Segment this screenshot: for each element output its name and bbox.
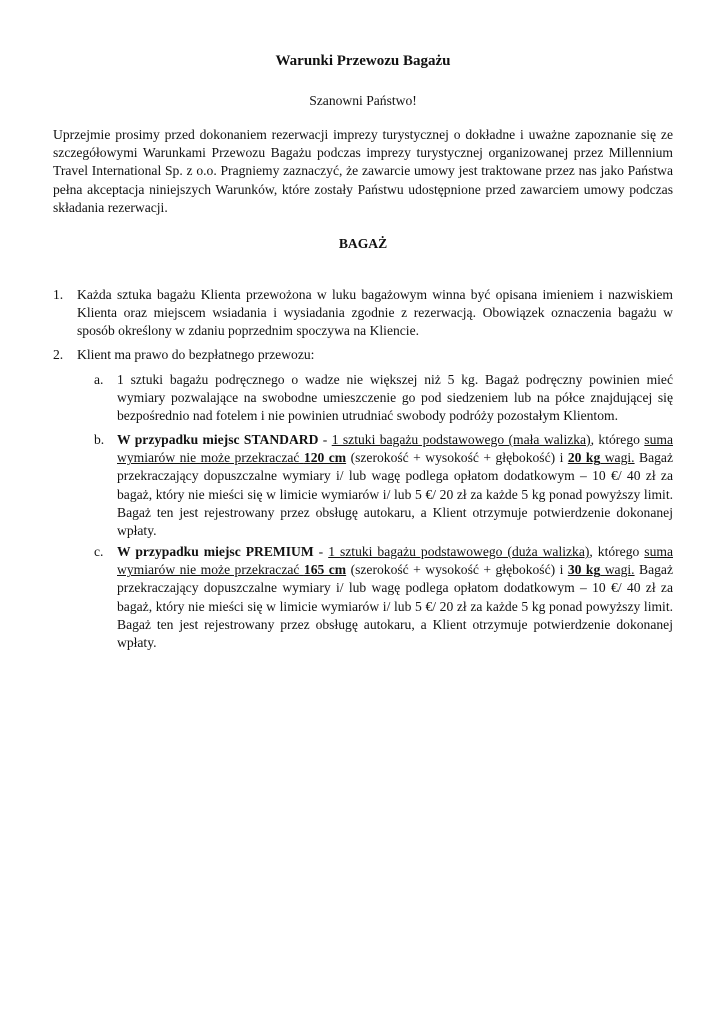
sub-marker: b. (94, 432, 105, 447)
weight-limit-text (568, 562, 635, 577)
text-segment: wagi. (600, 562, 635, 578)
standard-baggage-piece: 1 sztuki bagażu podstawowego (mała walizka) (331, 432, 591, 447)
sub-item-text (117, 543, 673, 652)
sub-item-a (94, 371, 673, 426)
sub-item-b (94, 431, 673, 540)
sub-marker: c. (94, 544, 104, 559)
premium-baggage-piece: 1 sztuki bagażu podstawowego (duża walizka) (328, 544, 590, 559)
dash: - (318, 432, 332, 447)
dimension-value: 165 cm (303, 562, 347, 578)
list-item-text: Klient ma prawo do bezpłatnego przewozu: (77, 347, 315, 362)
text-segment: Bagaż przekraczający dopuszczalne wymiary i/ lub wagę podlega opłatom dodatkowym – 10 €/ 40 zł za bagaż, który nie mieści się w limicie wymiarów i/ lub 5 €/ 20 zł za każde 5 kg ponad powyższy limit. Bagaż ten jest rejestrowany przez obsługę autokaru, a Klient otrzymuje potwierdzenie dokonanej wpłaty. (117, 562, 673, 651)
list-item-1 (53, 286, 673, 341)
dimension-value: 120 cm (303, 450, 347, 466)
list-marker: 1. (53, 287, 64, 302)
sub-item-text: 1 sztuki bagażu podręcznego o wadze nie większej niż 5 kg. Bagaż podręczny powinien mieć wymiary pozwalające na swobodne umieszczenie go pod siedzeniem lub na półce znajdującej się bezpośrednio nad fotelem i nie powinien utrudniać swobody podróży pozostałym Klientom. (117, 372, 673, 424)
dash: - (313, 544, 329, 559)
text-segment: suma wymiarów nie może przekraczać (117, 544, 673, 578)
sub-item-text (117, 431, 673, 540)
weight-value: 30 kg (567, 562, 601, 578)
page-title: Warunki Przewozu Bagażu (275, 53, 451, 69)
text-segment: , którego (589, 544, 645, 559)
text-segment: Bagaż przekraczający dopuszczalne wymiary i/ lub wagę podlega opłatom dodatkowym – 10 €/ 40 zł za bagaż, który nie mieści się w limicie wymiarów i/ lub 5 €/ 20 zł za każde 5 kg ponad powyższy limit. Bagaż ten jest rejestrowany przez obsługę autokaru, a Klient otrzymuje potwierdzenie dokonanej wpłaty. (117, 450, 673, 539)
text-segment: suma wymiarów nie może przekraczać (117, 432, 673, 466)
weight-limit-text (568, 450, 635, 465)
weight-value: 20 kg (567, 450, 601, 466)
text-segment: (szerokość + wysokość + głębokość) i (346, 450, 568, 466)
sub-marker: a. (94, 372, 104, 387)
sub-item-c (94, 543, 673, 652)
greeting: Szanowni Państwo! (309, 93, 417, 108)
seat-class-premium: W przypadku miejsc PREMIUM (117, 544, 314, 559)
section-heading-baggage: BAGAŻ (338, 236, 388, 251)
seat-class-standard: W przypadku miejsc STANDARD (117, 432, 319, 447)
text-segment: , którego (590, 432, 645, 447)
text-segment: wagi. (600, 450, 635, 466)
list-item-text: Każda sztuka bagażu Klienta przewożona w luku bagażowym winna być opisana imieniem i nazwiskiem Klienta oraz miejscem wsiadania i wysiadania zgodnie z rezerwacją. Obowiązek oznaczenia bagażu w sposób określony w zdaniu poprzednim spoczywa na Kliencie. (77, 287, 673, 339)
list-marker: 2. (53, 347, 64, 362)
intro-paragraph: Uprzejmie prosimy przed dokonaniem rezerwacji imprezy turystycznej o dokładne i uważne zapoznanie się ze szczegółowymi Warunkami Przewozu Bagażu podczas imprezy turystycznej organizowanej przez Millennium Travel International Sp. z o.o. Pragniemy zaznaczyć, że zawarcie umowy jest traktowane przez nas jako Państwa pełna akceptacja niniejszych Warunków, które zostały Państwu udostępnione przed zawarciem umowy podczas składania rezerwacji. (53, 127, 673, 215)
text-segment: (szerokość + wysokość + głębokość) i (346, 562, 568, 578)
list-item-2 (53, 346, 673, 364)
